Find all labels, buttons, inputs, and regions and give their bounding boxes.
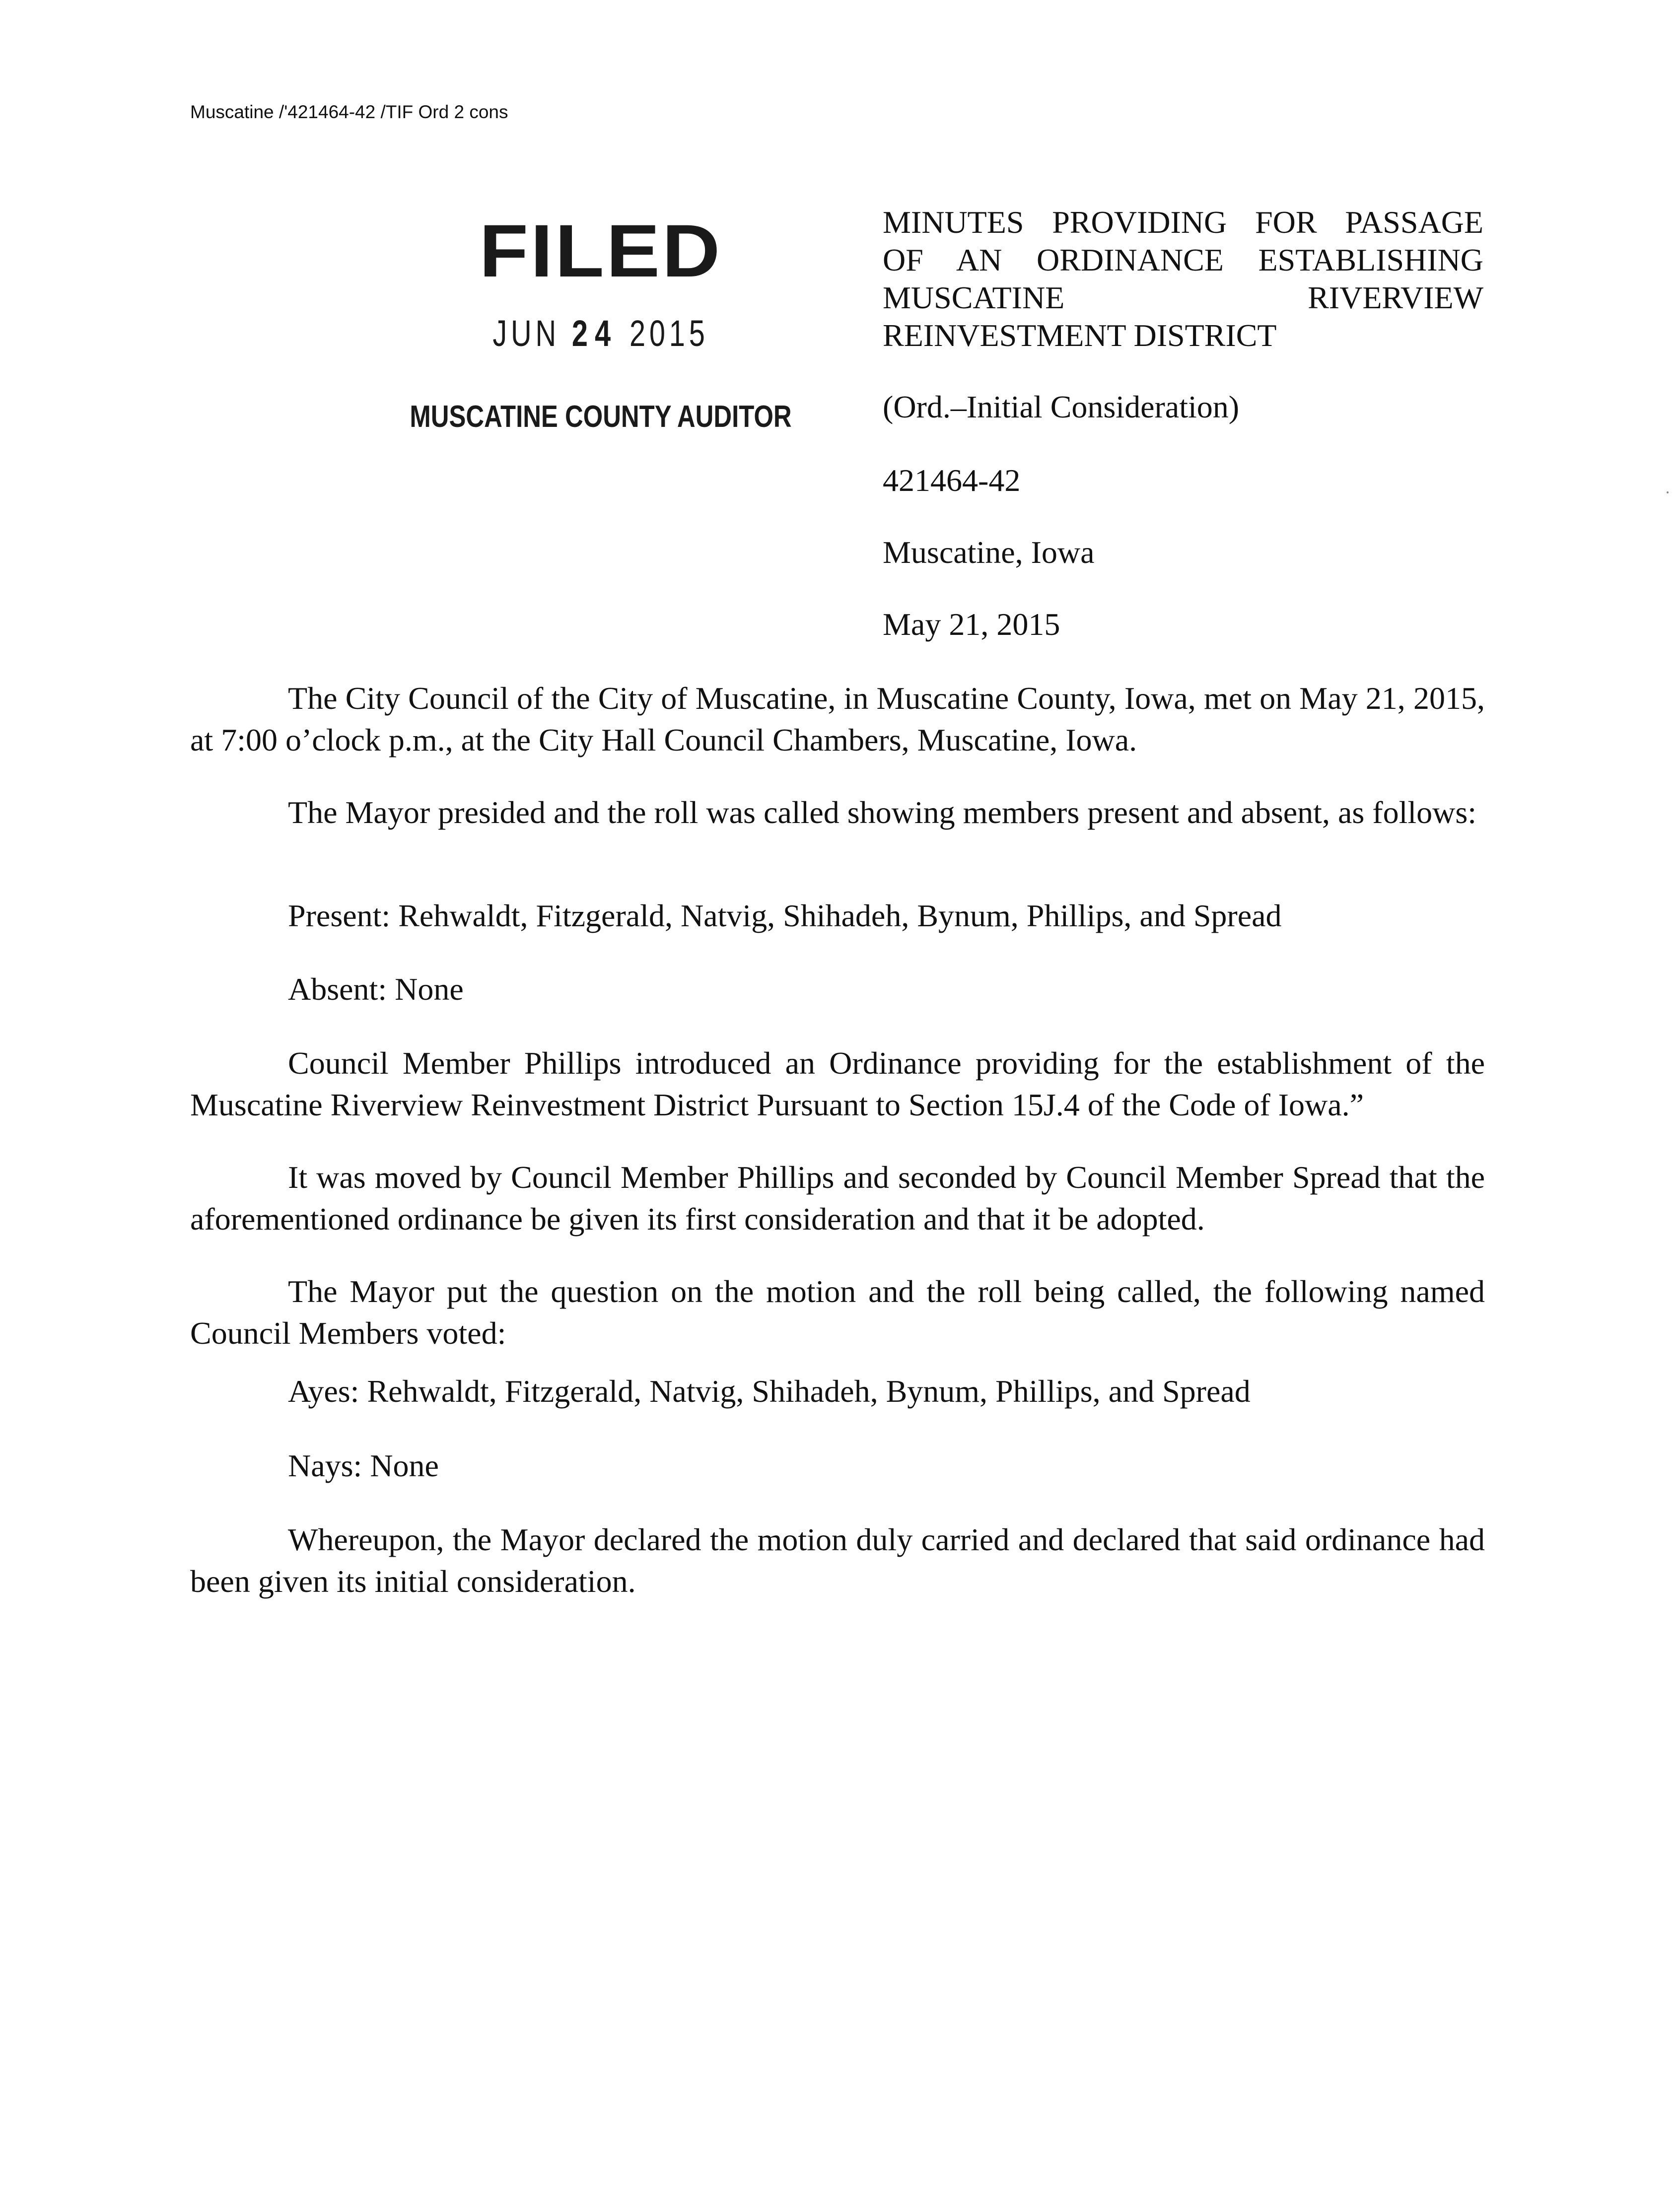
stamp-date [403,315,798,352]
paragraph-roll [190,792,1485,833]
filed-stamp [348,209,854,434]
title-line-1: MINUTES PROVIDING FOR PASSAGE [883,205,1483,240]
paragraph-moved-text: It was moved by Council Member Phillips and seconded by Council Member Spread that the aforementioned ordinance be given its first consideration and that it be adopted. [190,1160,1485,1237]
stamp-date-year: 2015 [629,313,709,354]
stamp-auditor: MUSCATINE COUNTY AUDITOR [410,400,792,434]
meeting-location: Muscatine, Iowa [883,535,1095,570]
nays-votes: Nays: None [288,1448,439,1483]
stamp-date-month: JUN [492,313,560,354]
title-line-3-left: MUSCATINE [883,280,1065,315]
paragraph-whereupon-text: Whereupon, the Mayor declared the motion duly carried and declared that said ordinance had been given its initial consideration. [190,1522,1485,1599]
paragraph-introduced [190,1042,1485,1126]
present-members: Present: Rehwaldt, Fitzgerald, Natvig, Shihadeh, Bynum, Phillips, and Spread [288,898,1282,933]
title-line-4: REINVESTMENT DISTRICT [883,318,1277,353]
paragraph-moved [190,1157,1485,1240]
paragraph-question-text: The Mayor put the question on the motion and the roll being called, the following named Council Members voted: [190,1274,1485,1351]
paragraph-introduced-text: Council Member Phillips introduced an Ordinance providing for the establishment of the Muscatine Riverview Reinvestment District Pursuant to Section 15J.4 of the Code of Iowa.” [190,1045,1485,1122]
document-title [883,204,1483,354]
meeting-date: May 21, 2015 [883,607,1060,642]
paragraph-roll-text: The Mayor presided and the roll was called showing members present and absent, as follows: [288,795,1477,830]
paragraph-meeting [190,678,1485,761]
consideration-label: (Ord.–Initial Consideration) [883,389,1240,424]
stamp-filed-text: FILED [479,209,722,292]
title-line-2: OF AN ORDINANCE ESTABLISHING [883,242,1483,277]
file-number: 421464-42 [883,463,1021,498]
scan-speck [1667,491,1669,493]
paragraph-meeting-text: The City Council of the City of Muscatine, in Muscatine County, Iowa, met on May 21, 2015, at 7:00 o’clock p.m., at the City Hall Council Chambers, Muscatine, Iowa. [190,681,1485,757]
stamp-date-day: 24 [571,313,618,354]
paragraph-question [190,1271,1485,1354]
ayes-votes: Ayes: Rehwaldt, Fitzgerald, Natvig, Shihadeh, Bynum, Phillips, and Spread [288,1374,1251,1409]
document-reference: Muscatine /'421464-42 /TIF Ord 2 cons [190,102,508,122]
title-line-3 [883,279,1483,317]
title-line-3-right: RIVERVIEW [1308,280,1483,315]
absent-members: Absent: None [288,971,464,1007]
paragraph-whereupon [190,1519,1485,1602]
